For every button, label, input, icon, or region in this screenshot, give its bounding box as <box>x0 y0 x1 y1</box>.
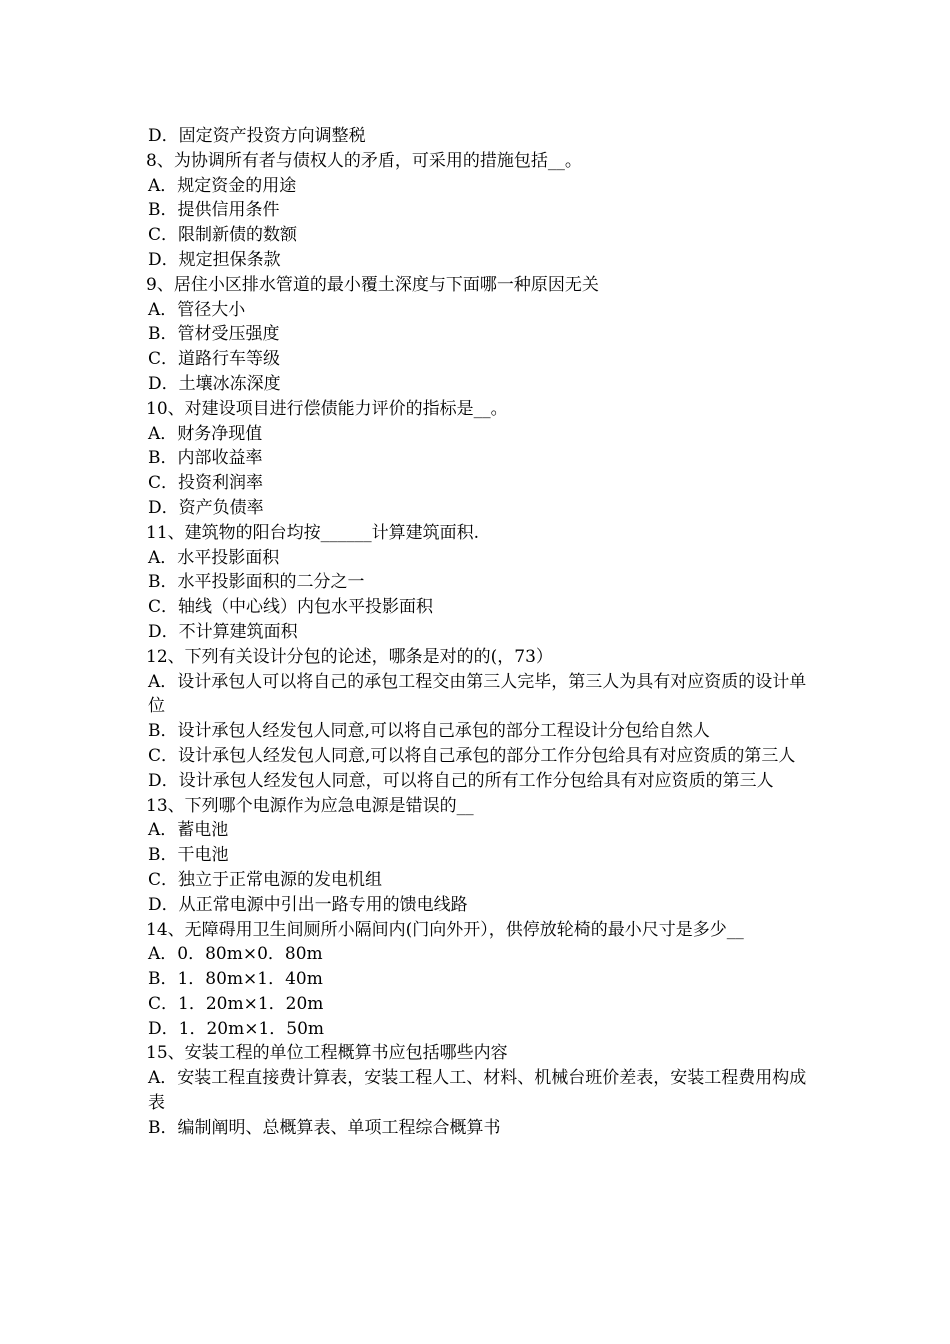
answer-option: D．固定资产投资方向调整税 <box>148 126 366 146</box>
answer-option: C．独立于正常电源的发电机组 <box>148 869 383 890</box>
answer-option: A．安装工程直接费计算表，安装工程人工、材料、机械台班价差表，安装工程费用构成表 <box>148 1068 807 1114</box>
question-list <box>146 124 810 1141</box>
answer-option: C．投资利润率 <box>148 473 264 494</box>
answer-option: A．规定资金的用途 <box>148 175 297 196</box>
answer-option: B．水平投影面积的二分之一 <box>148 572 365 593</box>
question-text: 10、对建设项目进行偿债能力评价的指标是__。 <box>146 398 508 419</box>
answer-option: D．土壤冰冻深度 <box>148 373 281 394</box>
question-text: 14、无障碍用卫生间厕所小隔间内(门向外开），供停放轮椅的最小尺寸是多少__ <box>146 919 744 940</box>
answer-option: B．编制阐明、总概算表、单项工程综合概算书 <box>148 1117 501 1138</box>
answer-option: C．轴线（中心线）内包水平投影面积 <box>148 597 434 618</box>
answer-option: D．资产负债率 <box>148 497 264 518</box>
answer-option: A．设计承包人可以将自己的承包工程交由第三人完毕，第三人为具有对应资质的设计单位 <box>148 671 807 717</box>
answer-option: D．规定担保条款 <box>148 249 281 270</box>
answer-option: A．财务净现值 <box>148 423 263 444</box>
answer-option: C．1．20m×1．20m <box>148 993 324 1014</box>
answer-option: A．0．80m×0．80m <box>148 944 323 965</box>
answer-option: D．设计承包人经发包人同意，可以将自己的所有工作分包给具有对应资质的第三人 <box>148 770 774 791</box>
answer-option: B．干电池 <box>148 845 229 866</box>
question-text: 13、下列哪个电源作为应急电源是错误的__ <box>146 795 474 816</box>
answer-option: B．1．80m×1．40m <box>148 969 323 990</box>
document-page <box>146 124 810 1141</box>
question-text: 9、居住小区排水管道的最小覆土深度与下面哪一种原因无关 <box>146 274 599 295</box>
question-text: 8、为协调所有者与债权人的矛盾，可采用的措施包括__。 <box>146 150 582 171</box>
question-text: 12、下列有关设计分包的论述，哪条是对的的(，73） <box>146 646 553 667</box>
answer-option: D．1．20m×1．50m <box>148 1018 325 1039</box>
answer-option: D．不计算建筑面积 <box>148 621 298 642</box>
answer-option: B．内部收益率 <box>148 448 263 469</box>
answer-option: B．提供信用条件 <box>148 200 280 221</box>
question-text: 11、建筑物的阳台均按______计算建筑面积. <box>146 522 480 543</box>
answer-option: A．管径大小 <box>148 299 246 320</box>
answer-option: B．管材受压强度 <box>148 324 280 345</box>
answer-option: C．道路行车等级 <box>148 349 281 370</box>
answer-option: C．限制新债的数额 <box>148 225 298 246</box>
answer-option: C．设计承包人经发包人同意,可以将自己承包的部分工作分包给具有对应资质的第三人 <box>148 745 796 766</box>
answer-option: D．从正常电源中引出一路专用的馈电线路 <box>148 894 468 915</box>
answer-option: A．水平投影面积 <box>148 547 280 568</box>
answer-option: A．蓄电池 <box>148 820 229 841</box>
answer-option: B．设计承包人经发包人同意,可以将自己承包的部分工程设计分包给自然人 <box>148 721 710 742</box>
question-text: 15、安装工程的单位工程概算书应包括哪些内容 <box>146 1043 508 1064</box>
